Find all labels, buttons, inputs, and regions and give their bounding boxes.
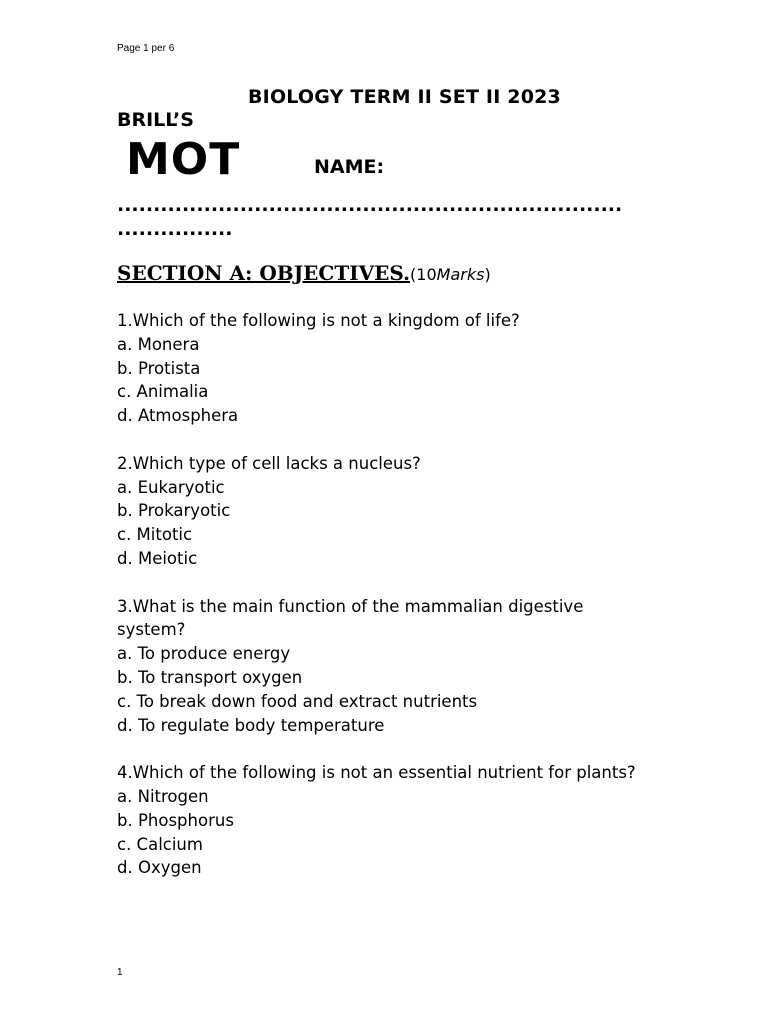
question-text: 2.Which type of cell lacks a nucleus? bbox=[117, 453, 421, 473]
answer-option: b. Prokaryotic bbox=[117, 501, 231, 521]
answer-option: c. Animalia bbox=[117, 382, 209, 402]
marks-word: Marks bbox=[436, 265, 485, 284]
footer-page-number: 1 bbox=[117, 967, 123, 978]
name-label: NAME: bbox=[314, 156, 385, 178]
question-item bbox=[117, 452, 636, 571]
answer-option: b. Phosphorus bbox=[117, 810, 234, 830]
question-text: 1.Which of the following is not a kingdom of life? bbox=[117, 311, 520, 330]
answer-option: d. Atmosphera bbox=[117, 406, 239, 426]
section-heading bbox=[117, 261, 491, 285]
answer-option: c. Mitotic bbox=[117, 525, 193, 545]
answer-option: a. Eukaryotic bbox=[117, 477, 225, 497]
question-text: 4.Which of the following is not an essential nutrient for plants? bbox=[117, 763, 636, 783]
answer-option: c. Calcium bbox=[117, 834, 203, 854]
answer-option: d. Meiotic bbox=[117, 548, 198, 568]
section-marks bbox=[410, 265, 491, 284]
answer-option: c. To break down food and extract nutrients bbox=[117, 691, 478, 711]
answer-option: d. To regulate body temperature bbox=[117, 715, 385, 735]
question-item bbox=[117, 761, 636, 880]
question-item bbox=[117, 595, 636, 738]
answer-option: a. Nitrogen bbox=[117, 786, 209, 806]
question-item bbox=[117, 309, 636, 428]
answer-option: b. To transport oxygen bbox=[117, 667, 303, 687]
answer-option: a. Monera bbox=[117, 334, 200, 354]
exam-title: BIOLOGY TERM II SET II 2023 bbox=[248, 86, 561, 108]
question-text: 3.What is the main function of the mammalian digestive bbox=[117, 596, 584, 616]
name-dotted-line: ...................................................................... bbox=[117, 194, 623, 216]
brand-name-large: MOT bbox=[126, 134, 241, 185]
marks-close: ) bbox=[484, 265, 491, 284]
brand-name-top: BRILL’S bbox=[117, 109, 194, 131]
answer-option: a. To produce energy bbox=[117, 644, 291, 664]
question-text: system? bbox=[117, 620, 186, 640]
name-dotted-line-continued: ................ bbox=[117, 218, 233, 240]
section-title: SECTION A: OBJECTIVES. bbox=[117, 261, 411, 285]
marks-open: (10 bbox=[410, 265, 437, 284]
page-header: Page 1 per 6 bbox=[117, 43, 175, 54]
question-list bbox=[117, 309, 636, 904]
answer-option: b. Protista bbox=[117, 358, 201, 378]
answer-option: d. Oxygen bbox=[117, 858, 202, 878]
